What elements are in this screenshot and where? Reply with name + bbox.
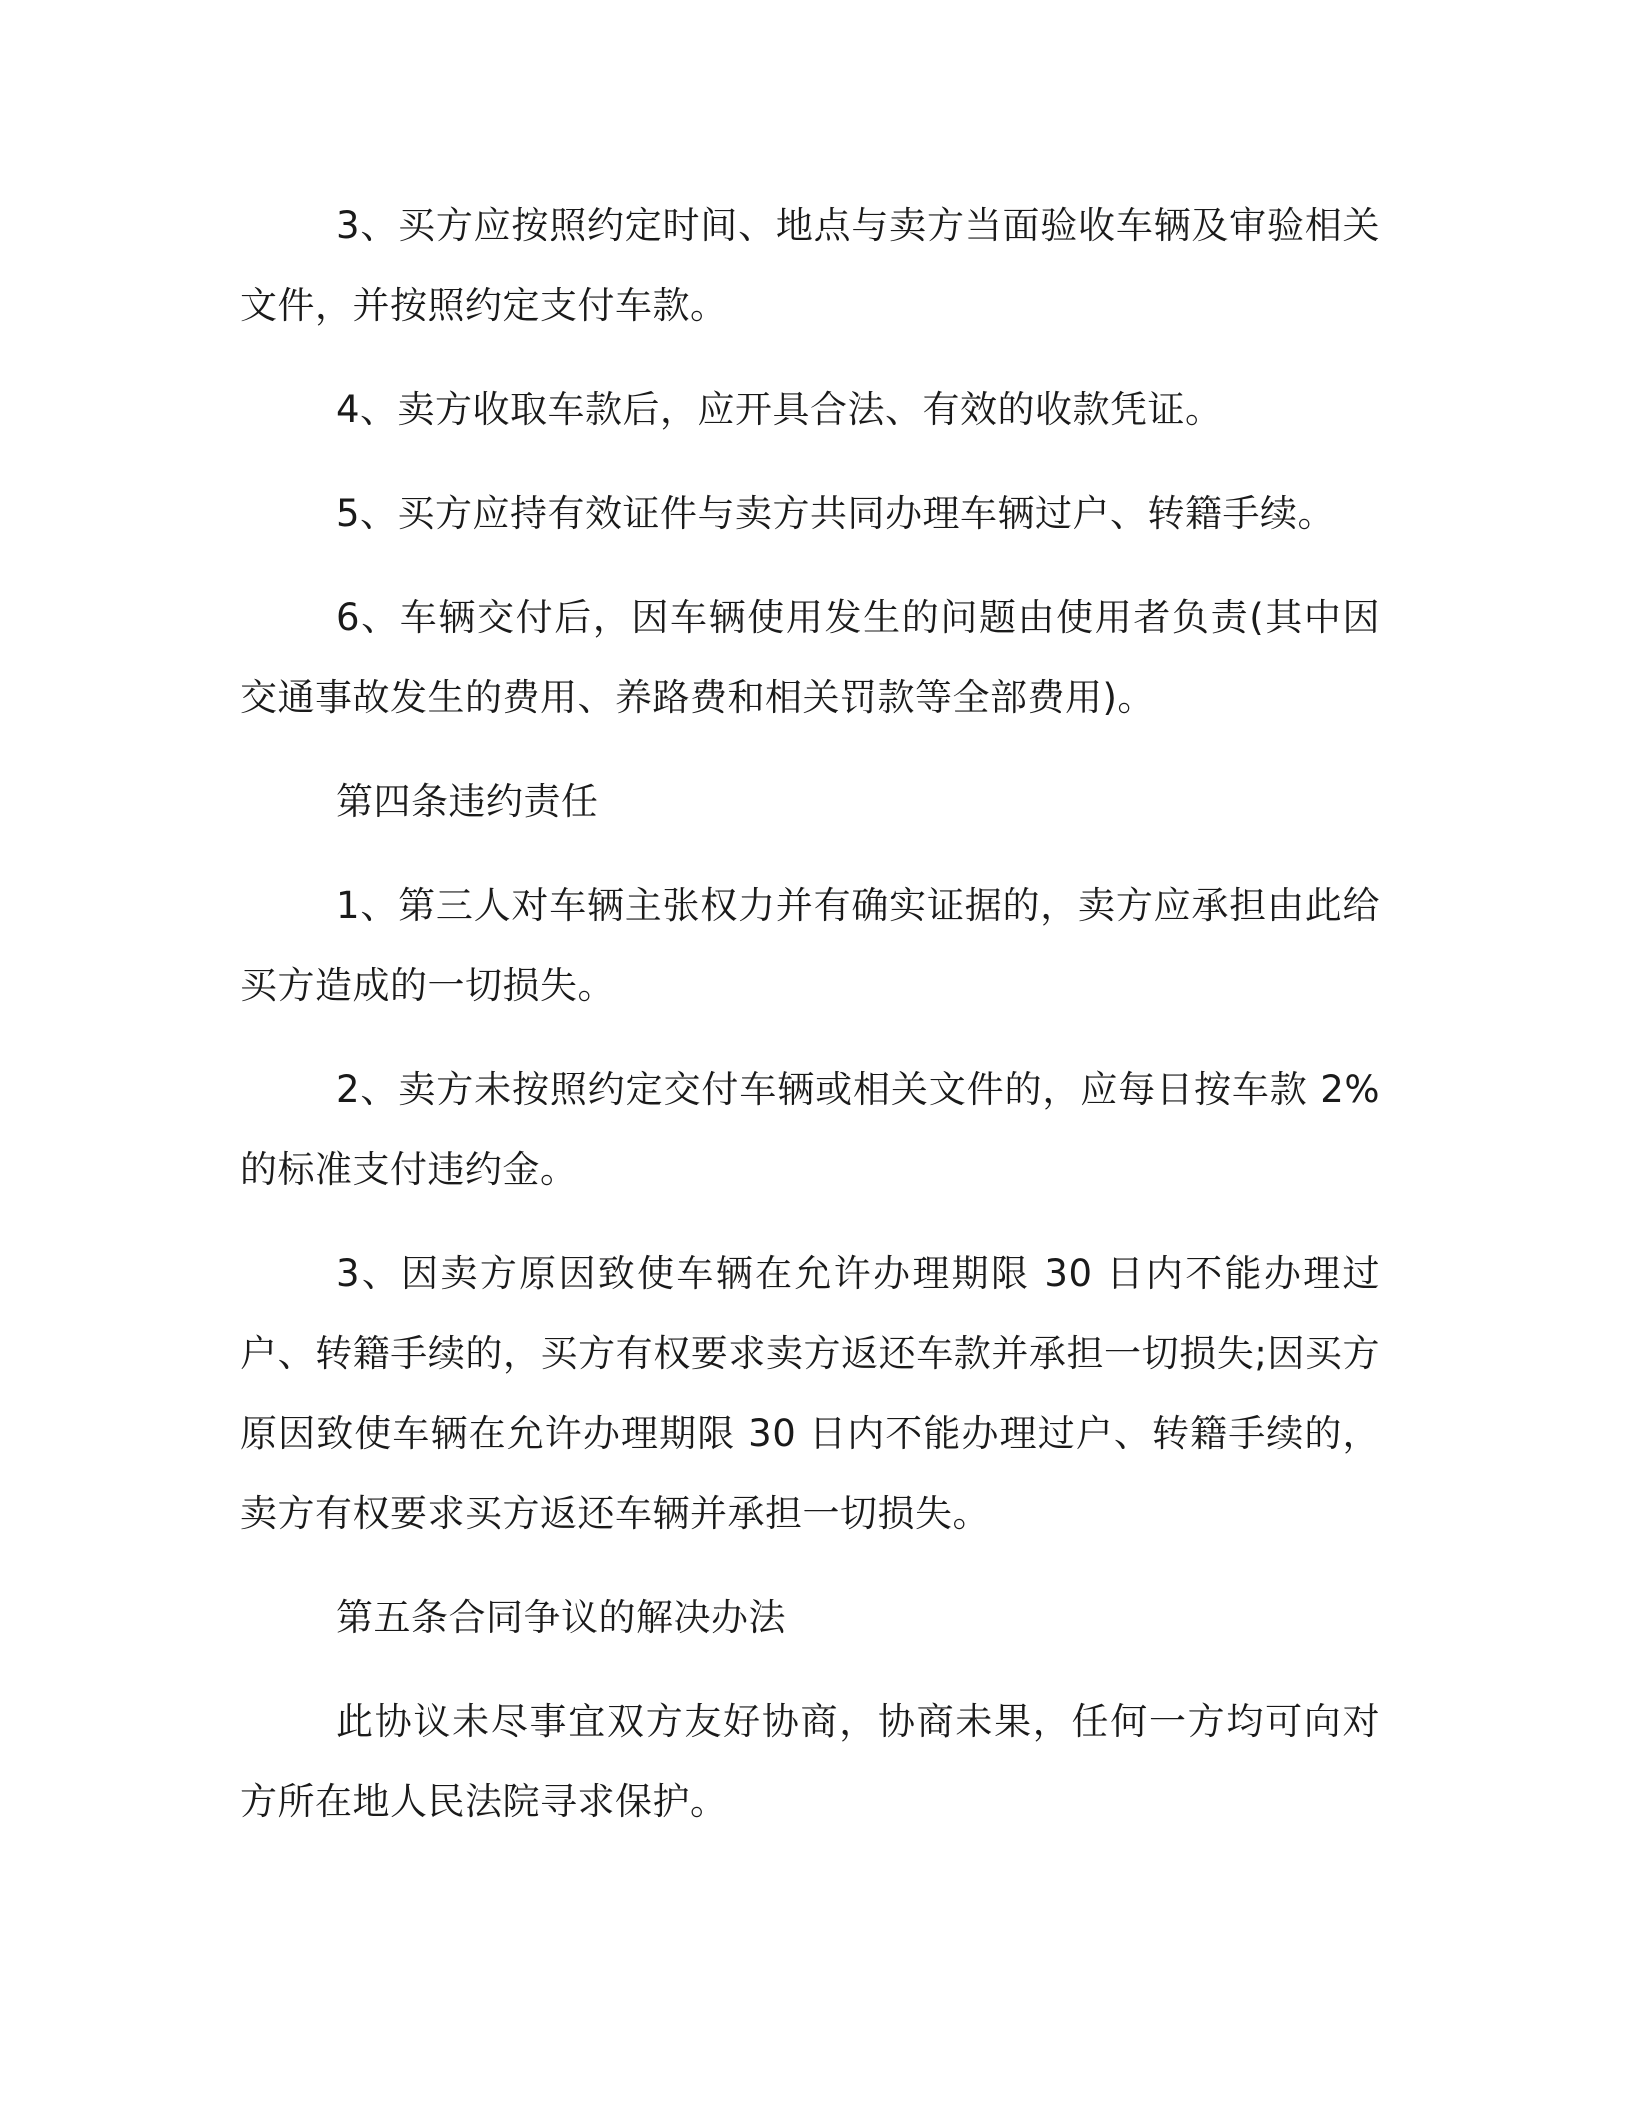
section-heading-dispute: 第五条合同争议的解决办法	[336, 1596, 786, 1639]
clause-5-transfer: 5、买方应持有效证件与卖方共同办理车辆过户、转籍手续。	[336, 492, 1336, 535]
breach-clause-3: 3、因卖方原因致使车辆在允许办理期限 30 日内不能办理过户、转籍手续的，买方有权要求卖方返还车款并承担一切损失;因买方原因致使车辆在允许办理期限 30 日内不能办理过户、转籍手续的，卖方有权要求买方返还车辆并承担一切损失。	[240, 1252, 1380, 1535]
breach-clause-2: 2、卖方未按照约定交付车辆或相关文件的，应每日按车款 2%的标准支付违约金。	[240, 1068, 1380, 1191]
clause-6-liability: 6、车辆交付后，因车辆使用发生的问题由使用者负责(其中因交通事故发生的费用、养路费和相关罚款等全部费用)。	[240, 596, 1380, 719]
clause-3-inspection: 3、买方应按照约定时间、地点与卖方当面验收车辆及审验相关文件，并按照约定支付车款。	[240, 204, 1380, 327]
dispute-clause: 此协议未尽事宜双方友好协商，协商未果，任何一方均可向对方所在地人民法院寻求保护。	[240, 1700, 1380, 1823]
clause-4-receipt: 4、卖方收取车款后，应开具合法、有效的收款凭证。	[336, 388, 1223, 431]
breach-clause-1: 1、第三人对车辆主张权力并有确实证据的，卖方应承担由此给买方造成的一切损失。	[240, 884, 1380, 1007]
document-body	[240, 186, 1380, 1866]
section-heading-breach: 第四条违约责任	[336, 780, 599, 823]
